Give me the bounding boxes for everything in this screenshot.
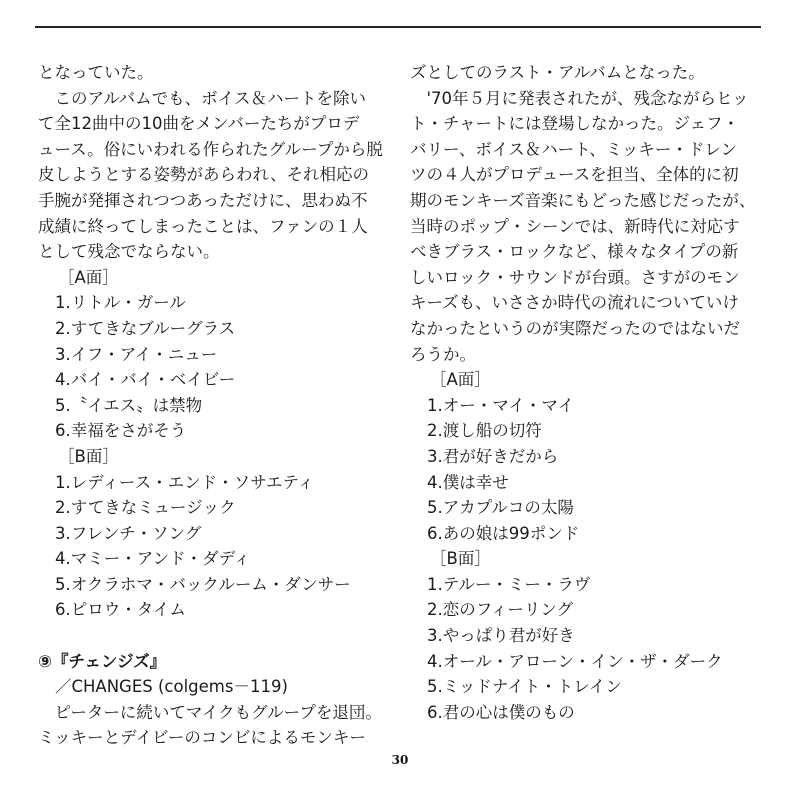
track-item: 2.恋のフィーリング bbox=[427, 600, 574, 620]
side-a-heading: ［A面］ bbox=[430, 370, 491, 390]
side-b-track-list bbox=[410, 572, 772, 726]
right-column bbox=[410, 60, 772, 725]
track-item: 5.アカプルコの太陽 bbox=[427, 498, 574, 518]
text-line: バリー、ボイス＆ハート、ミッキー・ドレン bbox=[410, 139, 737, 159]
track-item: 6.幸福をさがそう bbox=[55, 421, 187, 441]
track-item: 3.フレンチ・ソング bbox=[55, 523, 202, 543]
text-line: ツの４人がプロデュースを担当、全体的に初 bbox=[410, 165, 739, 185]
text-line: ミッキーとデイビーのコンビによるモンキー bbox=[38, 728, 366, 748]
track-item: 6.あの娘は99ポンド bbox=[427, 523, 580, 543]
text-line: ュース。俗にいわれる作られたグループから脱 bbox=[38, 139, 383, 159]
text-line: ろうか。 bbox=[410, 344, 476, 364]
track-item: 2.渡し船の切符 bbox=[427, 421, 542, 441]
track-item: 2.すてきなミュージック bbox=[55, 498, 236, 518]
text-line: となっていた。 bbox=[38, 63, 154, 82]
text-line: 期のモンキーズ音楽にもどった感じだったが、 bbox=[410, 190, 756, 210]
album-catalog-subtitle: ／CHANGES (colgems－119) bbox=[55, 677, 288, 697]
track-item: 6.ピロウ・タイム bbox=[55, 600, 186, 620]
text-line: 手腕が発揮されつつあっただけに、思わぬ不 bbox=[38, 190, 368, 210]
track-item: 6.君の心は僕のもの bbox=[427, 702, 575, 722]
track-item: 4.バイ・バイ・ベイビー bbox=[55, 370, 236, 390]
track-item: 5.〝イエス〟は禁物 bbox=[55, 395, 203, 415]
text-line: しいロック・サウンドが台頭。さすがのモン bbox=[410, 267, 740, 287]
side-a-track-list bbox=[410, 393, 772, 547]
album-paragraph bbox=[38, 700, 390, 751]
text-line: '70年５月に発表されたが、残念ながらヒッ bbox=[410, 88, 749, 108]
body-paragraph bbox=[410, 60, 772, 367]
text-line: なかったというのが実際だったのではないだ bbox=[410, 318, 740, 338]
page-number: 30 bbox=[391, 753, 409, 767]
track-item: 1.レディース・エンド・ソサエティ bbox=[55, 472, 315, 492]
track-item: 1.リトル・ガール bbox=[55, 293, 186, 313]
text-line: べきブラス・ロックなど、様々なタイプの新 bbox=[410, 242, 739, 262]
track-item: 3.君が好きだから bbox=[427, 446, 559, 466]
text-line: 当時のポップ・シーンでは、新時代に対応す bbox=[410, 216, 740, 236]
side-b-track-list bbox=[38, 470, 390, 624]
track-item: 4.オール・アローン・イン・ザ・ダーク bbox=[427, 651, 723, 671]
text-line: として残念でならない。 bbox=[38, 242, 220, 262]
track-item: 3.やっぱり君が好き bbox=[427, 626, 575, 646]
side-b-heading: ［B面］ bbox=[58, 446, 119, 466]
track-item: 5.ミッドナイト・トレイン bbox=[427, 677, 622, 697]
text-line: このアルバムでも、ボイス＆ハートを除い bbox=[38, 88, 367, 108]
side-a-track-list bbox=[38, 290, 390, 444]
album-heading: ⑨『チェンジズ』 bbox=[38, 651, 167, 671]
track-item: 4.僕は幸せ bbox=[427, 472, 509, 492]
side-b-heading: ［B面］ bbox=[430, 549, 491, 569]
left-column bbox=[38, 60, 390, 751]
text-line: ズとしてのラスト・アルバムとなった。 bbox=[410, 63, 705, 82]
track-item: 1.オー・マイ・マイ bbox=[427, 395, 575, 415]
text-line: キーズも、いささか時代の流れについていけ bbox=[410, 293, 739, 313]
section-spacer bbox=[38, 623, 390, 649]
side-a-heading: ［A面］ bbox=[58, 267, 119, 287]
text-line: 皮しようとする姿勢があらわれ、それ相応の bbox=[38, 165, 369, 185]
text-line: 成績に終ってしまったことは、ファンの１人 bbox=[38, 216, 368, 236]
track-item: 4.マミー・アンド・ダディ bbox=[55, 549, 251, 569]
track-item: 5.オクラホマ・バックルーム・ダンサー bbox=[55, 574, 351, 594]
text-line: て全12曲中の10曲をメンバーたちがプロデ bbox=[38, 114, 360, 134]
track-item: 2.すてきなブルーグラス bbox=[55, 318, 236, 338]
track-item: 3.イフ・アイ・ニュー bbox=[55, 344, 218, 364]
top-rule-divider bbox=[35, 26, 761, 28]
intro-paragraph bbox=[38, 60, 390, 265]
track-item: 1.テルー・ミー・ラヴ bbox=[427, 574, 591, 594]
text-line: ト・チャートには登場しなかった。ジェフ・ bbox=[410, 114, 740, 134]
text-line: ピーターに続いてマイクもグループを退団。 bbox=[38, 702, 382, 722]
